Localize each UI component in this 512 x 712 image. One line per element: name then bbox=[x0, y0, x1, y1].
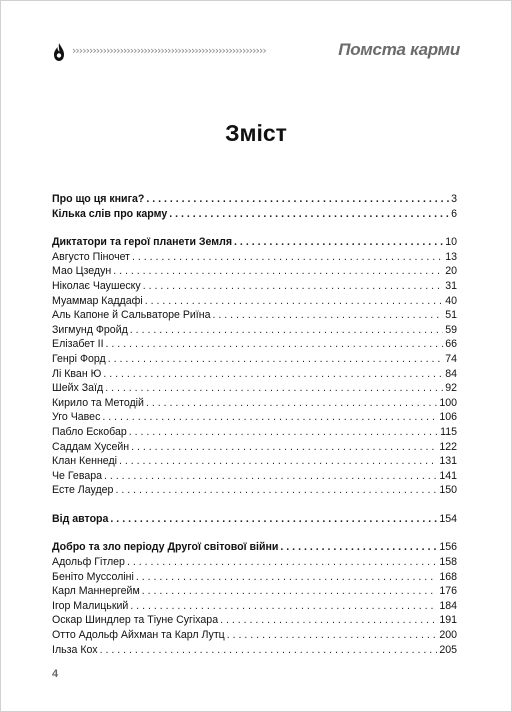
toc-entry-page: 156 bbox=[439, 541, 457, 554]
toc-entry-page: 51 bbox=[445, 309, 457, 322]
toc-entry-page: 141 bbox=[439, 469, 457, 482]
toc-entry-title: Шейх Заїд bbox=[52, 382, 104, 395]
page-number: 4 bbox=[52, 668, 59, 680]
running-title: Помста карми bbox=[338, 40, 460, 59]
toc-entry bbox=[52, 235, 457, 250]
toc-entry bbox=[52, 570, 457, 585]
toc-spacer bbox=[52, 221, 457, 235]
dot-leader bbox=[132, 250, 443, 265]
toc-entry bbox=[52, 483, 457, 498]
toc-entry bbox=[52, 279, 457, 294]
toc-entry-page: 10 bbox=[445, 236, 457, 249]
toc-entry-page: 150 bbox=[439, 484, 457, 497]
toc-entry bbox=[52, 512, 457, 527]
toc-entry bbox=[52, 643, 457, 658]
toc-entry bbox=[52, 555, 457, 570]
toc-group-dictators bbox=[52, 235, 457, 498]
flame-drop-icon bbox=[52, 42, 66, 62]
toc-entry bbox=[52, 613, 457, 628]
toc-group-intro bbox=[52, 192, 457, 221]
toc-entry bbox=[52, 396, 457, 411]
toc-entry-title: Зигмунд Фройд bbox=[52, 323, 128, 336]
toc-entry-title: Генрі Форд bbox=[52, 352, 106, 365]
toc-entry bbox=[52, 469, 457, 484]
toc-entry-title: Оскар Шиндлер та Тіуне Сугіхара bbox=[52, 614, 219, 627]
dot-leader bbox=[127, 555, 437, 570]
toc-entry-page: 200 bbox=[439, 629, 457, 642]
table-of-contents bbox=[52, 192, 457, 657]
toc-entry bbox=[52, 308, 457, 323]
dot-leader bbox=[143, 279, 443, 294]
toc-entry-title: Есте Лаудер bbox=[52, 484, 114, 497]
toc-entry bbox=[52, 250, 457, 265]
toc-entry-page: 3 bbox=[451, 193, 457, 205]
dot-leader bbox=[142, 584, 438, 599]
dot-leader bbox=[130, 323, 443, 338]
dot-leader bbox=[103, 367, 443, 382]
toc-entry-title: Аль Капоне й Сальваторе Риїна bbox=[52, 309, 211, 322]
dot-leader bbox=[102, 410, 437, 425]
toc-entry-title: Августо Піночет bbox=[52, 250, 130, 263]
toc-entry-title: Че Гевара bbox=[52, 469, 102, 482]
toc-entry bbox=[52, 207, 457, 222]
toc-entry-page: 74 bbox=[445, 352, 457, 365]
running-header bbox=[52, 40, 460, 64]
toc-entry bbox=[52, 540, 457, 555]
dot-leader bbox=[105, 381, 443, 396]
toc-entry-title: Ніколає Чаушеску bbox=[52, 279, 141, 292]
toc-entry-title: Елізабет II bbox=[52, 338, 104, 351]
toc-entry bbox=[52, 628, 457, 643]
toc-entry bbox=[52, 294, 457, 309]
dot-leader bbox=[129, 425, 438, 440]
toc-entry bbox=[52, 584, 457, 599]
toc-entry bbox=[52, 599, 457, 614]
toc-entry-title: Клан Кеннеді bbox=[52, 455, 117, 468]
toc-entry-page: 205 bbox=[439, 643, 457, 656]
toc-entry-page: 122 bbox=[439, 440, 457, 453]
toc-entry-page: 40 bbox=[445, 294, 457, 307]
dot-leader bbox=[100, 643, 438, 658]
dot-leader bbox=[131, 440, 437, 455]
toc-entry-title: Ільза Кох bbox=[52, 643, 98, 656]
dot-leader bbox=[234, 235, 443, 250]
toc-entry bbox=[52, 381, 457, 396]
toc-entry bbox=[52, 323, 457, 338]
toc-spacer bbox=[52, 498, 457, 512]
toc-entry-page: 168 bbox=[439, 570, 457, 583]
dot-leader bbox=[115, 483, 437, 498]
toc-entry-page: 84 bbox=[445, 367, 457, 380]
toc-entry-page: 158 bbox=[439, 556, 457, 569]
dot-leader bbox=[220, 613, 437, 628]
toc-entry-page: 154 bbox=[439, 512, 457, 525]
toc-entry-page: 6 bbox=[451, 207, 457, 220]
toc-entry bbox=[52, 264, 457, 279]
dot-leader bbox=[108, 352, 443, 367]
toc-entry-page: 131 bbox=[439, 455, 457, 468]
toc-entry-title: Мао Цзедун bbox=[52, 265, 112, 278]
toc-entry-title: Диктатори та герої планети Земля bbox=[52, 236, 233, 249]
dot-leader bbox=[136, 570, 437, 585]
dot-leader bbox=[145, 294, 444, 309]
dot-leader bbox=[146, 396, 437, 411]
toc-spacer bbox=[52, 526, 457, 540]
toc-entry-page: 13 bbox=[445, 250, 457, 263]
dot-leader bbox=[104, 469, 437, 484]
toc-entry-title: Уго Чавес bbox=[52, 411, 101, 424]
toc-entry-page: 100 bbox=[439, 396, 457, 409]
dot-leader bbox=[113, 264, 443, 279]
dot-leader bbox=[227, 628, 438, 643]
toc-entry bbox=[52, 440, 457, 455]
dot-leader bbox=[106, 337, 444, 352]
toc-entry bbox=[52, 410, 457, 425]
toc-entry bbox=[52, 425, 457, 440]
toc-entry-page: 191 bbox=[439, 614, 457, 627]
toc-entry-page: 20 bbox=[445, 265, 457, 278]
toc-entry bbox=[52, 337, 457, 352]
toc-entry-title: Про що ця книга? bbox=[52, 193, 145, 205]
toc-entry-title: Карл Маннергейм bbox=[52, 585, 140, 598]
toc-entry-title: Муаммар Каддафі bbox=[52, 294, 143, 307]
toc-entry bbox=[52, 454, 457, 469]
toc-group-author bbox=[52, 512, 457, 527]
toc-entry-page: 115 bbox=[440, 425, 457, 438]
toc-entry-page: 176 bbox=[439, 585, 457, 598]
toc-group-ww2 bbox=[52, 540, 457, 657]
toc-entry-title: Беніто Муссоліні bbox=[52, 570, 134, 583]
toc-entry bbox=[52, 192, 457, 207]
toc-entry-title: Отто Адольф Айхман та Карл Лутц bbox=[52, 629, 225, 642]
toc-entry-title: Пабло Ескобар bbox=[52, 425, 127, 438]
toc-entry-title: Кирило та Методій bbox=[52, 396, 144, 409]
toc-entry-title: Адольф Гітлер bbox=[52, 556, 125, 569]
dot-leader bbox=[119, 454, 437, 469]
toc-entry-page: 92 bbox=[445, 382, 457, 395]
toc-entry-page: 59 bbox=[445, 323, 457, 336]
dot-leader bbox=[169, 207, 449, 222]
dot-leader bbox=[110, 512, 437, 527]
toc-entry-page: 106 bbox=[439, 411, 457, 424]
toc-entry-title: Ігор Малицький bbox=[52, 599, 129, 612]
toc-entry-page: 184 bbox=[439, 599, 457, 612]
toc-entry-title: Лі Кван Ю bbox=[52, 367, 102, 380]
toc-entry-title: Від автора bbox=[52, 512, 109, 525]
page-title: Зміст bbox=[225, 120, 287, 146]
toc-entry bbox=[52, 352, 457, 367]
toc-entry bbox=[52, 367, 457, 382]
dot-leader bbox=[280, 540, 437, 555]
dot-leader bbox=[130, 599, 437, 614]
toc-entry-page: 31 bbox=[445, 279, 457, 292]
toc-entry-title: Добро та зло періоду Другої світової війни bbox=[52, 541, 279, 554]
dot-leader bbox=[146, 192, 449, 207]
dot-leader bbox=[213, 308, 444, 323]
toc-entry-title: Кілька слів про карму bbox=[52, 207, 168, 220]
decorative-chevron-rule: ››››››››››››››››››››››››››››››››››››››››››››››››››››››››› bbox=[72, 44, 266, 57]
toc-entry-page: 66 bbox=[445, 338, 457, 351]
toc-entry-title: Саддам Хусейн bbox=[52, 440, 130, 453]
